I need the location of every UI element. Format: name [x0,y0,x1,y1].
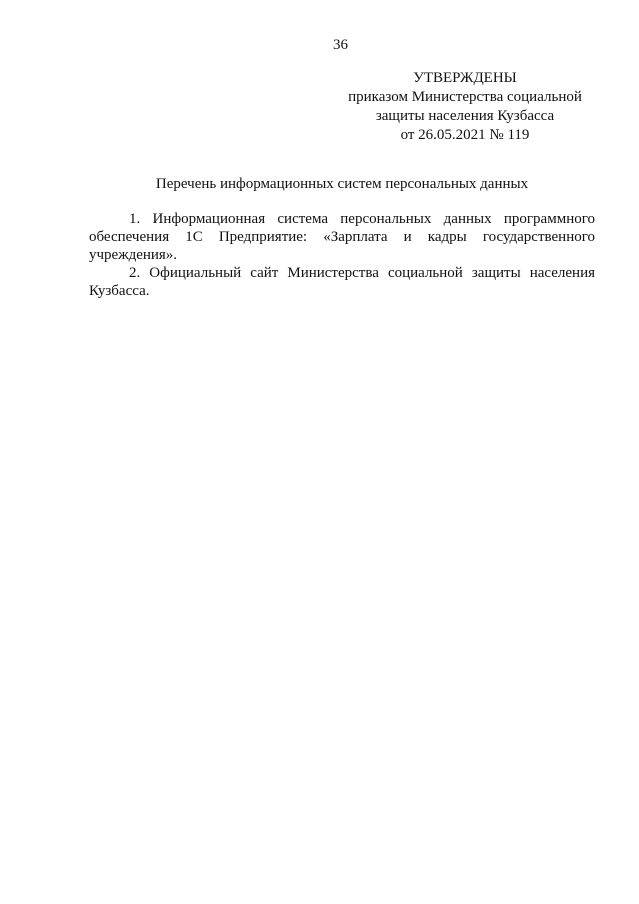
approval-line-order: приказом Министерства социальной [348,89,582,105]
approval-block [330,69,600,145]
approval-line-ministry: защиты населения Кузбасса [375,108,555,124]
list-item: 2. Официальный сайт Министерства социальной защиты населения Кузбасса. [89,265,595,299]
list-item: 1. Информационная система персональных данных программного обеспечения 1С Предприятие: «Зарплата и кадры государственного учреждения». [89,211,595,263]
systems-list [89,210,595,300]
approval-heading: УТВЕРЖДЕНЫ [413,70,517,86]
approval-line-date: от 26.05.2021 № 119 [400,127,530,143]
document-title: Перечень информационных систем персональных данных [155,176,529,192]
page-number: 36 [333,37,348,53]
